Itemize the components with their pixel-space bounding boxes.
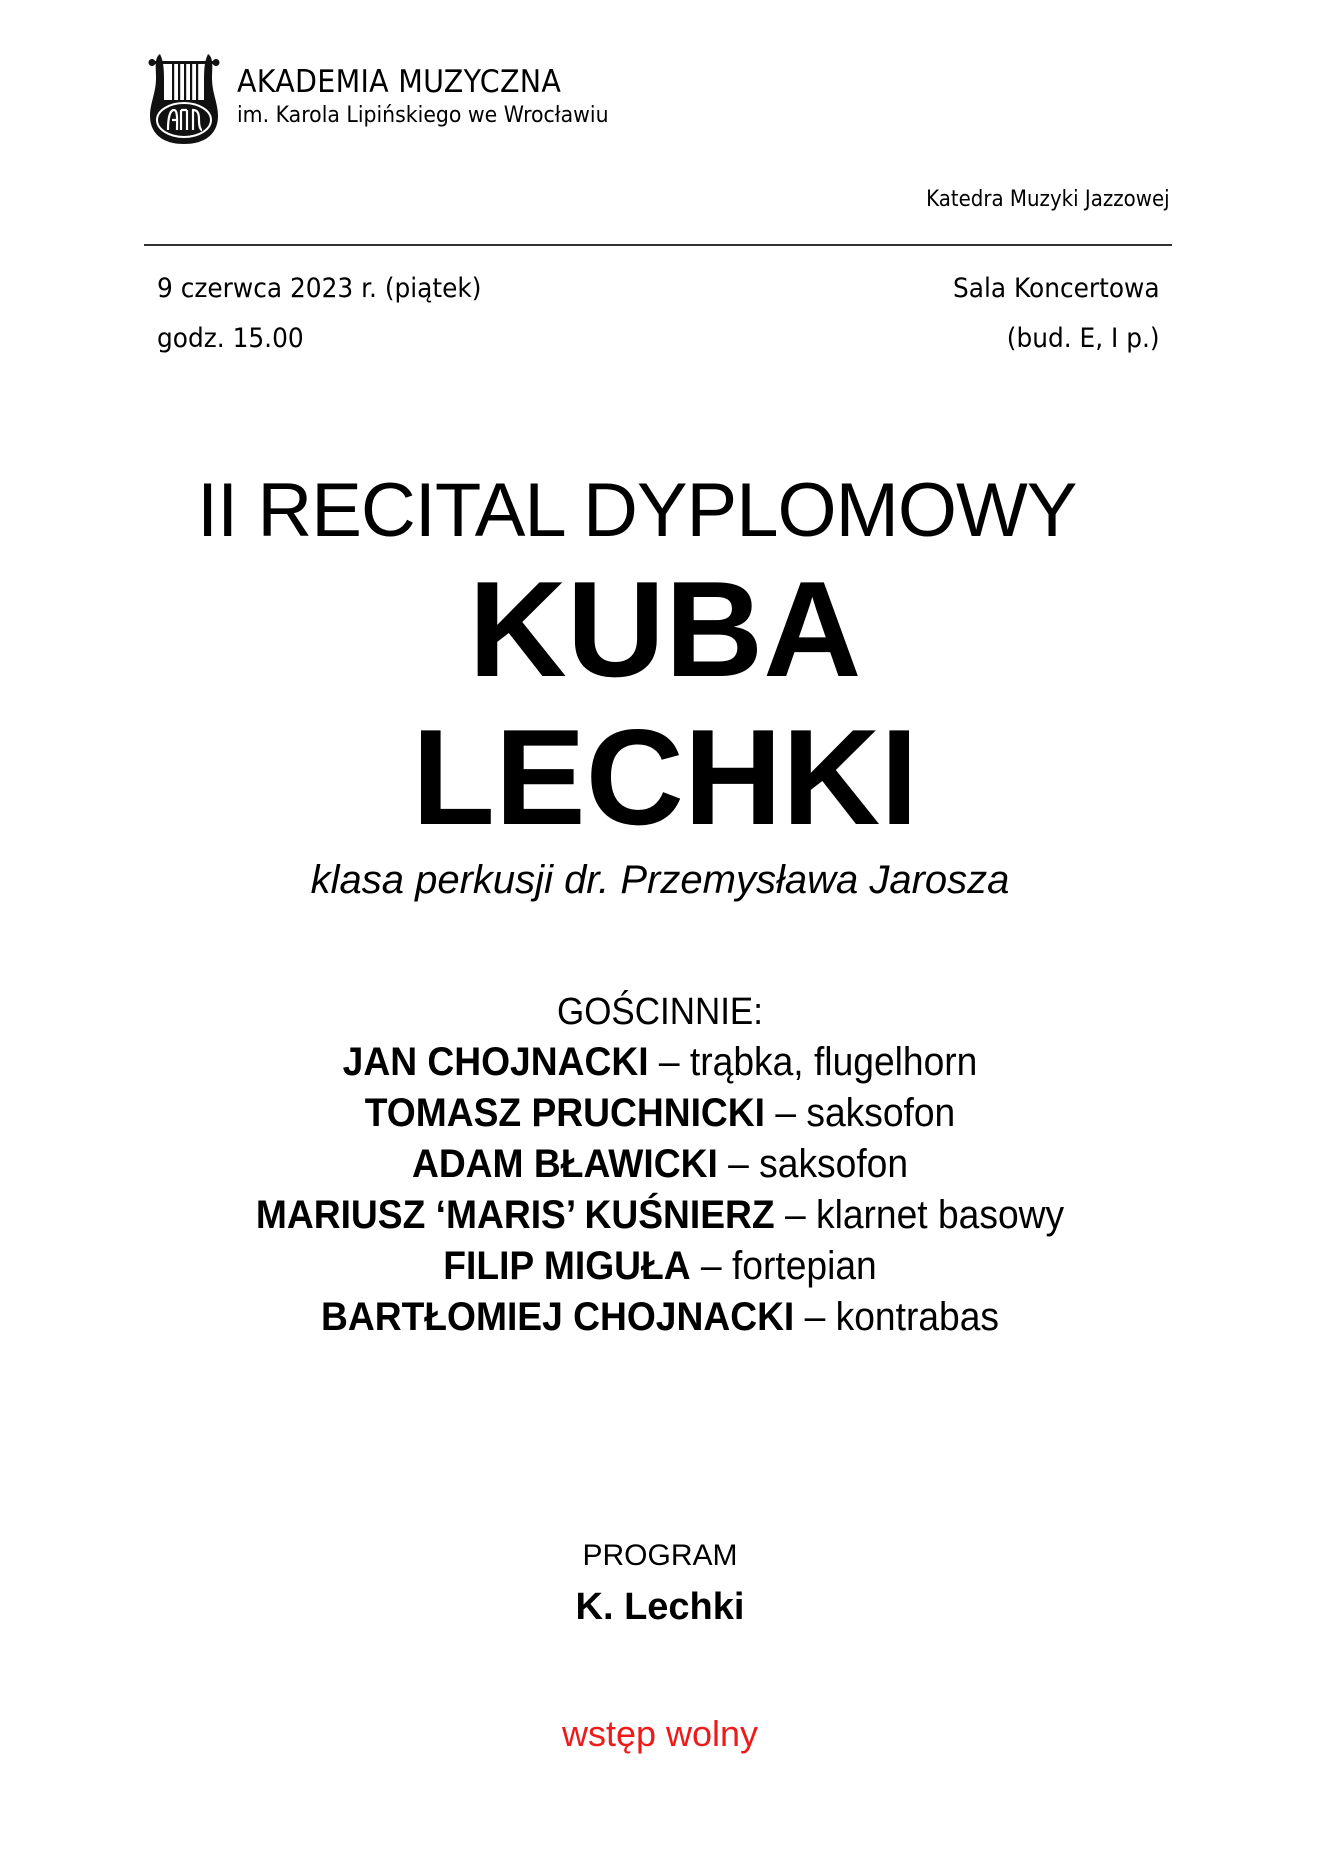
program-composer: K. Lechki <box>575 1586 745 1628</box>
event-datetime <box>157 264 482 364</box>
event-time: godz. 15.00 <box>157 323 304 354</box>
admission-note: wstęp wolny <box>561 1713 759 1754</box>
guest-name: MARIUSZ ‘MARIS’ KUŚNIERZ <box>255 1193 775 1237</box>
guest-name: ADAM BŁAWICKI <box>411 1142 718 1186</box>
guest-instrument: – klarnet basowy <box>774 1193 1065 1237</box>
program-label: PROGRAM <box>582 1539 738 1572</box>
guest-instrument: – trąbka, flugelhorn <box>648 1040 978 1084</box>
guest-row <box>46 1190 1274 1241</box>
guest-row <box>46 1088 1274 1139</box>
guest-instrument: – saksofon <box>764 1091 956 1135</box>
guest-name: FILIP MIGUŁA <box>443 1244 691 1288</box>
institution-subtitle: im. Karola Lipińskiego we Wrocławiu <box>237 103 609 128</box>
event-date: 9 czerwca 2023 r. (piątek) <box>157 273 482 304</box>
guest-instrument: – fortepian <box>690 1244 877 1288</box>
header-divider <box>144 244 1172 246</box>
guest-instrument: – kontrabas <box>794 1295 999 1339</box>
department-name: Katedra Muzyki Jazzowej <box>926 187 1170 212</box>
guest-row <box>46 1292 1274 1343</box>
guests-header: GOŚCINNIE: <box>557 991 763 1033</box>
event-venue <box>953 264 1160 364</box>
guest-name: JAN CHOJNACKI <box>342 1040 649 1084</box>
event-type-title: II RECITAL DYPLOMOWY <box>197 468 1077 553</box>
venue-name: Sala Koncertowa <box>953 273 1160 304</box>
venue-detail: (bud. E, I p.) <box>1007 323 1160 354</box>
guest-instrument: – saksofon <box>717 1142 909 1186</box>
guest-name: BARTŁOMIEJ CHOJNACKI <box>320 1295 795 1339</box>
performer-last-name: LECHKI <box>411 701 919 853</box>
performer-first-name: KUBA <box>468 553 862 705</box>
guest-row <box>46 1241 1274 1292</box>
guest-row <box>46 1037 1274 1088</box>
institution-name: AKADEMIA MUZYCZNA <box>237 64 562 100</box>
guest-row <box>46 1139 1274 1190</box>
class-info: klasa perkusji dr. Przemysława Jarosza <box>310 858 1010 902</box>
guests-list <box>0 1037 1320 1343</box>
guest-name: TOMASZ PRUCHNICKI <box>364 1091 765 1135</box>
lyre-logo-icon <box>146 48 222 148</box>
